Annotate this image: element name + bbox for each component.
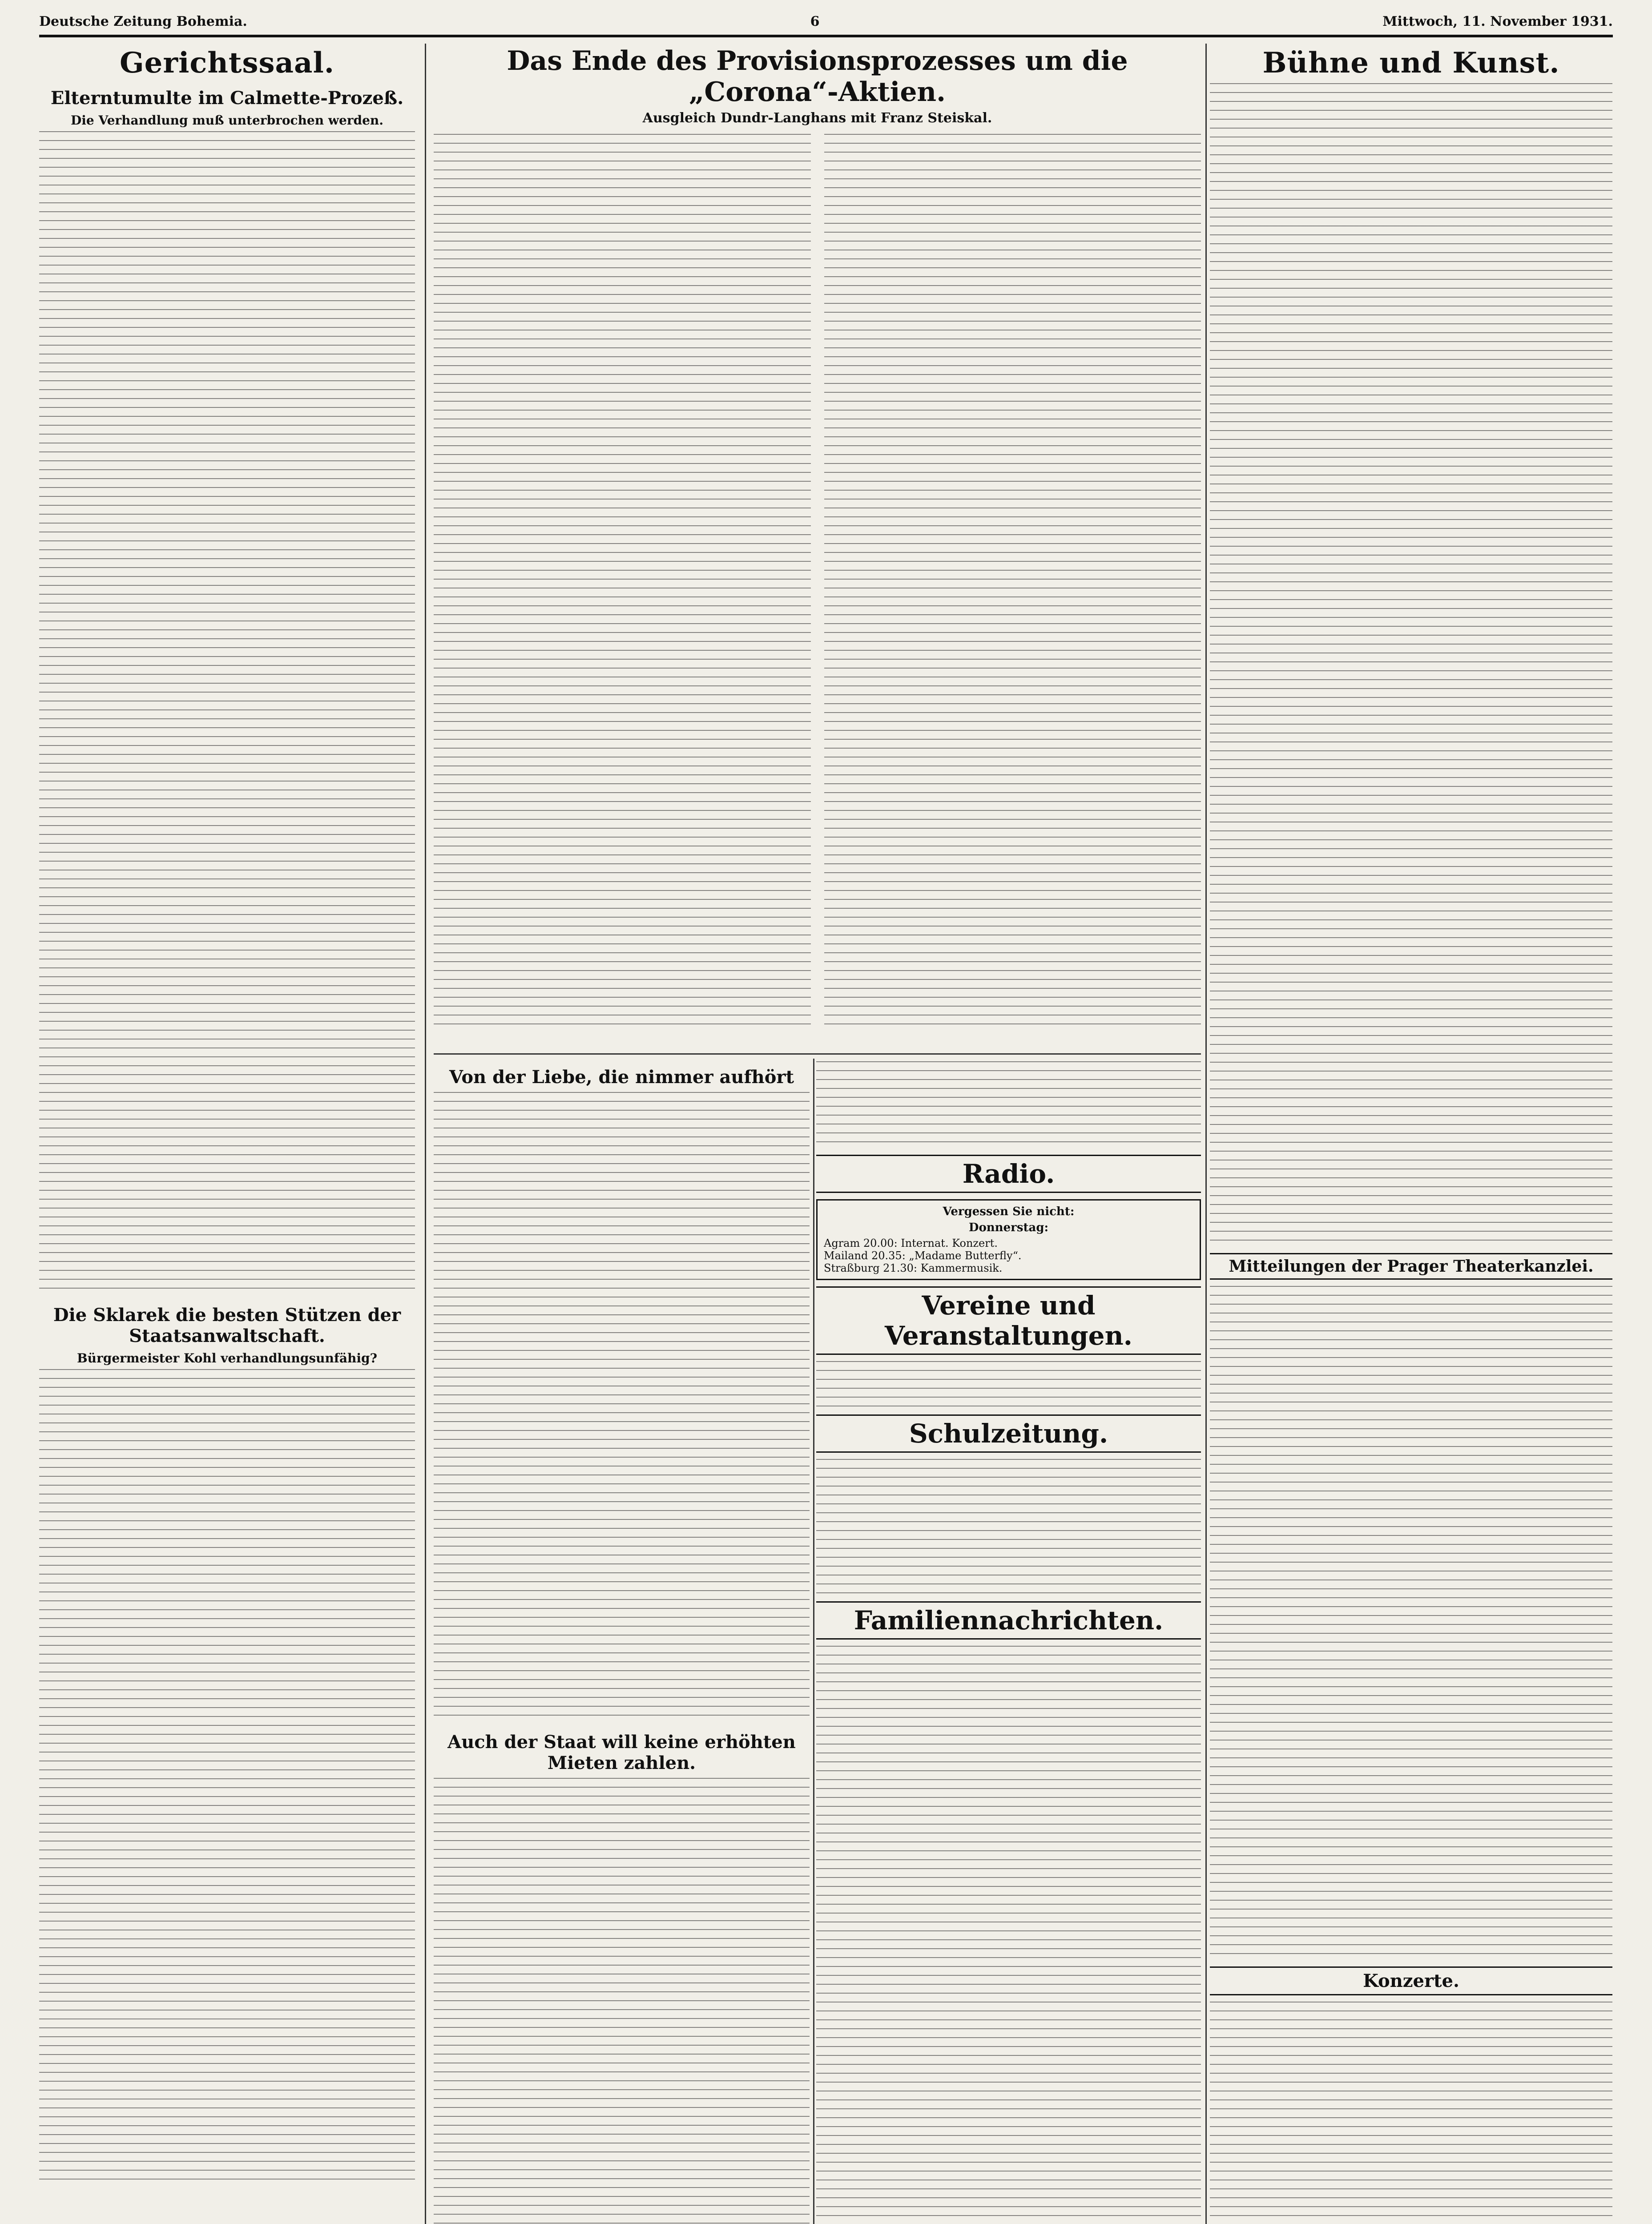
section-body — [1210, 83, 1612, 1249]
article-body — [39, 131, 415, 1297]
section-body — [816, 1361, 1201, 1410]
radio-box-day: Donnerstag: — [968, 1221, 1049, 1234]
section-heading-vereine: Vereine und Veranstaltungen. — [816, 1286, 1201, 1355]
header-date: Mittwoch, 11. November 1931. — [1382, 13, 1613, 29]
section-divider — [434, 1053, 1201, 1055]
column-divider — [425, 44, 426, 2224]
header-rule — [39, 35, 1613, 37]
right-column — [1210, 44, 1612, 2224]
page-header — [39, 12, 1613, 30]
section-body — [1210, 2002, 1612, 2224]
section-heading-familien: Familiennachrichten. — [816, 1601, 1201, 1640]
column-divider — [1205, 44, 1207, 2224]
radio-box — [816, 1199, 1201, 1280]
article-subtitle: Bürgermeister Kohl verhandlungsunfähig? — [77, 1351, 377, 1366]
story-title: Von der Liebe, die nimmer aufhört — [449, 1067, 794, 1088]
radio-item: Straßburg 21.30: Kammermusik. — [824, 1262, 1003, 1274]
article-subtitle: Die Verhandlung muß unterbrochen werden. — [70, 113, 384, 128]
section-body — [816, 1646, 1201, 2224]
section-heading-konzerte: Konzerte. — [1210, 1966, 1612, 1995]
lead-article-subtitle: Ausgleich Dundr-Langhans mit Franz Steiskal. — [642, 110, 992, 126]
story-body — [434, 1778, 810, 2224]
story-body — [816, 1061, 1201, 1150]
story-body — [434, 1092, 810, 1724]
article-body — [39, 1369, 415, 2188]
section-heading-buehne: Bühne und Kunst. — [1262, 46, 1560, 80]
article-body — [434, 134, 811, 1032]
lead-article-title: Das Ende des Provisionsprozesses um die „Corona“-Aktien. — [507, 45, 1128, 108]
column-divider — [813, 1059, 814, 2224]
radio-box-title: Vergessen Sie nicht: — [943, 1205, 1075, 1218]
article-body — [824, 134, 1201, 1032]
header-page-number: 6 — [810, 13, 820, 29]
center-bottom-right — [816, 1059, 1201, 2224]
center-bottom-left — [434, 1059, 810, 2224]
radio-item: Agram 20.00: Internat. Konzert. — [824, 1237, 998, 1249]
story-title: Auch der Staat will keine erhöhten Mieten zahlen. — [447, 1732, 796, 1773]
section-body — [1210, 1286, 1612, 1962]
radio-item: Mailand 20.35: „Madame Butterfly“. — [824, 1249, 1022, 1262]
center-top-article — [434, 44, 1201, 1051]
header-paper-name: Deutsche Zeitung Bohemia. — [39, 13, 247, 29]
section-body — [816, 1459, 1201, 1597]
section-heading-schulzeitung: Schulzeitung. — [816, 1414, 1201, 1453]
left-column — [39, 44, 415, 2224]
section-heading-mitteilungen: Mitteilungen der Prager Theaterkanzlei. — [1210, 1253, 1612, 1280]
section-heading-gerichtssaal: Gerichtssaal. — [119, 46, 335, 80]
article-title: Die Sklarek die besten Stützen der Staatsanwaltschaft. — [53, 1305, 401, 1346]
section-heading-radio: Radio. — [816, 1155, 1201, 1193]
article-title: Elterntumulte im Calmette-Prozeß. — [50, 88, 404, 109]
